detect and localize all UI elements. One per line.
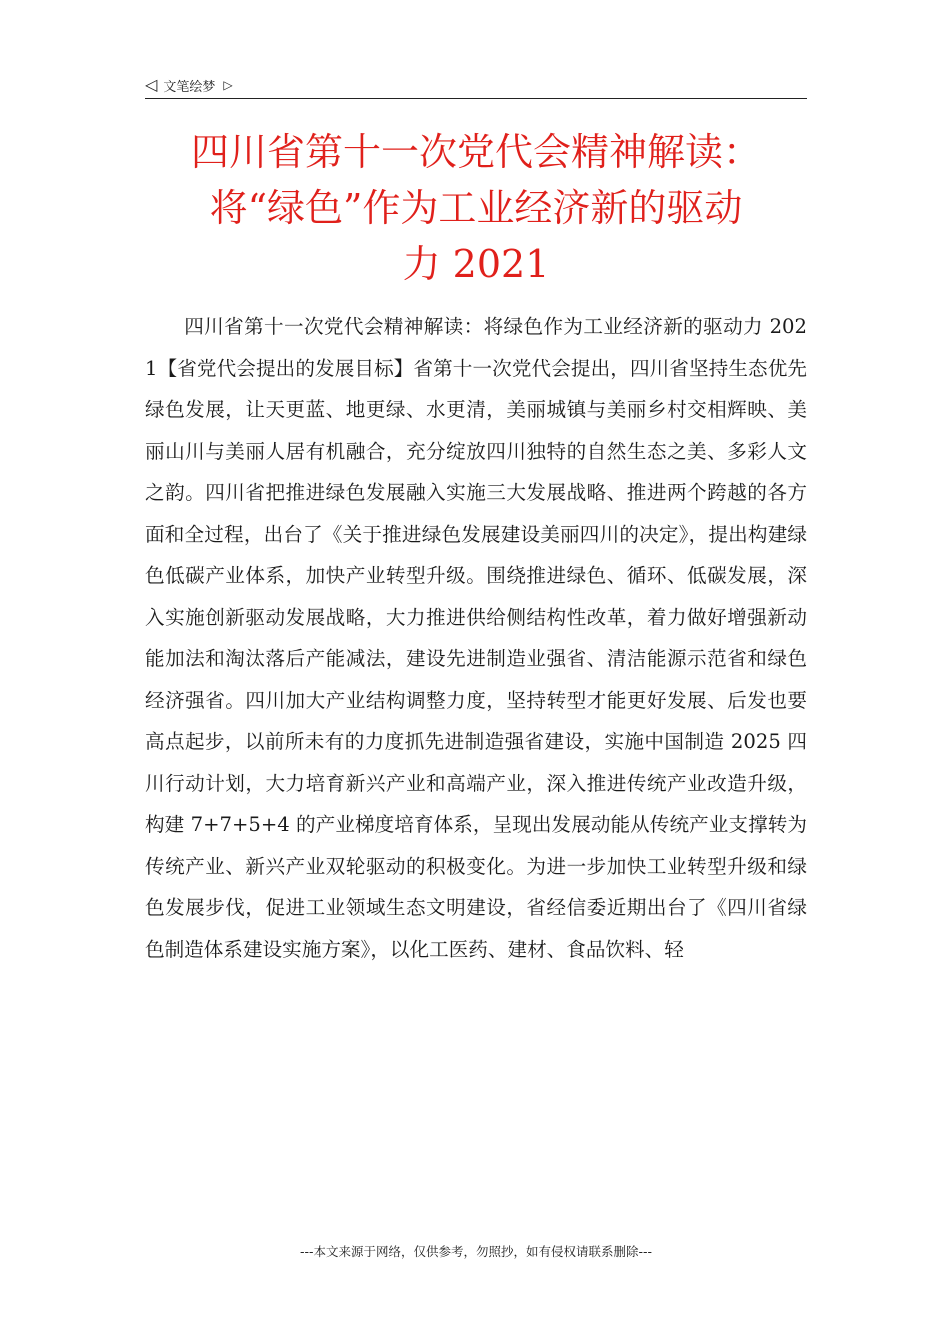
title-line-2: 将“绿色”作为工业经济新的驱动 (209, 186, 743, 230)
body-paragraph: 四川省第十一次党代会精神解读：将绿色作为工业经济新的驱动力 2021【省党代会提出的发展目标】省第十一次党代会提出，四川省坚持生态优先绿色发展，让天更蓝、地更绿、水更清，美丽城镇与美丽乡村交相辉映、美丽山川与美丽人居有机融合，充分绽放四川独特的自然生态之美、多彩人文之韵。四川省把推进绿色发展融入实施三大发展战略、推进两个跨越的各方面和全过程，出台了《关于推进绿色发展建设美丽四川的决定》，提出构建绿色低碳产业体系，加快产业转型升级。围绕推进绿色、循环、低碳发展，深入实施创新驱动发展战略，大力推进供给侧结构性改革，着力做好增强新动能加法和淘汰落后产能减法，建设先进制造业强省、清洁能源示范省和绿色经济强省。四川加大产业结构调整力度，坚持转型才能更好发展、后发也要高点起步，以前所未有的力度抓先进制造强省建设，实施中国制造 2025 四川行动计划，大力培育新兴产业和高端产业，深入推进传统产业改造升级，构建 7+7+5+4 的产业梯度培育体系，呈现出发展动能从传统产业支撑转为传统产业、新兴产业双轮驱动的积极变化。为进一步加快工业转型升级和绿色发展步伐，促进工业领域生态文明建设，省经信委近期出台了《四川省绿色制造体系建设实施方案》，以化工医药、建材、食品饮料、轻 (145, 315, 807, 961)
footer-notice: ---本文来源于网络，仅供参考，勿照抄，如有侵权请联系删除--- (299, 1244, 653, 1259)
triangle-left-icon: ◁ (145, 75, 158, 94)
document-title (145, 124, 807, 292)
title-line-3: 力 2021 (402, 242, 550, 286)
title-line-1: 四川省第十一次党代会精神解读： (190, 130, 761, 174)
page-header (145, 72, 807, 99)
header-brand: 文笔绘梦 (163, 79, 216, 95)
triangle-right-icon: ▷ (223, 78, 233, 92)
